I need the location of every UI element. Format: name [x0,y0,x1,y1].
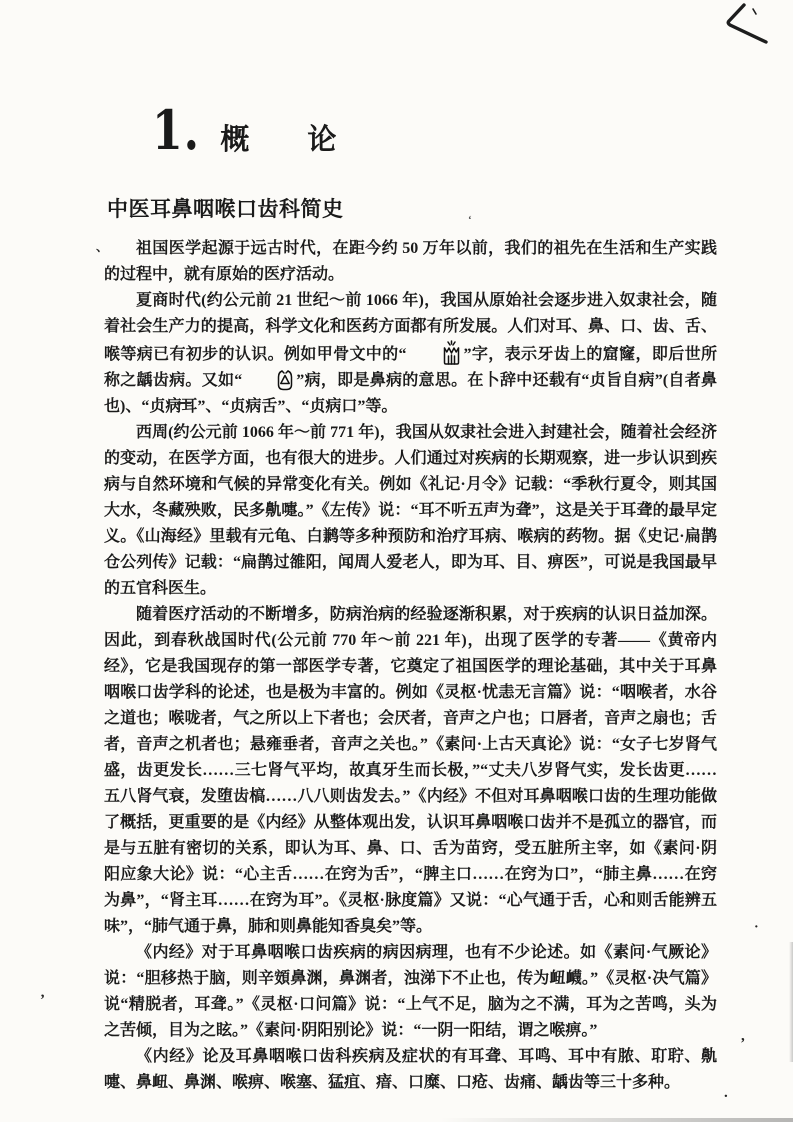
paragraph-western-zhou: 西周(约公元前 1066 年～前 771 年)，我国从奴隶社会进入封建社会，随着社会经济的变动，在医学方面，也有很大的进步。人们通过对疾病的长期观察，进一步认识到疾病与自然环境和气候的异常变化有关。例如《礼记·月令》记载：“季秋行夏令，则其国大水，冬藏殃败，民多鼽嚏。”《左传》说：“耳不听五声为聋”，这是关于耳聋的最早定义。《山海经》里载有元龟、白鹣等多种预防和治疗耳病、喉病的药物。据《史记·扁鹊仓公列传》记载：“扁鹊过雒阳，闻周人爱老人，即为耳、目、痹医”，可说是我国最早的五官科医生。 [104,424,717,597]
chapter-number: 1. [152,98,200,162]
scan-artifact-tick: 、 [96,240,109,254]
scan-edge-shadow-bottom [440,1118,793,1122]
paragraph-text: ”病，即是鼻病的意思。在卜辞中还载有“贞旨自病”(自者鼻也)、“贞病耳”、“贞病舌”、“贞病口”等。 [104,372,717,415]
oracle-bone-nose-glyph-icon [244,368,294,392]
pen-stroke-mark-icon [700,2,775,52]
paragraph-neijing-pathology: 《内经》对于耳鼻咽喉口齿疾病的病因病理，也有不少论述。如《素问·气厥论》说：“胆移热于脑，则辛頞鼻渊，鼻渊者，浊涕下不止也，传为衄衊。”《灵枢·决气篇》说“精脱者，耳聋。”《灵枢·口问篇》说：“上气不足，脑为之不满，耳为之苦鸣，头为之苦倾，目为之眩。”《素问·阴阳别论》说：“一阴一阳结，谓之喉痹。” [104,944,717,1039]
paragraph-text: 夏商时代(约公元前 21 世纪～前 1066 年)，我国从原始社会逐步进入奴隶社会，随着社会生产力的提高，科学文化和医药方面都有所发展。人们对耳、鼻、口、齿、舌、喉等病已有初步的认识。例如甲骨文中的“ [104,292,717,363]
paragraph-text: ”字，表示牙齿上的窟窿，即后世所称之龋齿病。又如“ [104,346,717,389]
scan-edge-shadow-right [789,942,793,1062]
body-text [104,236,717,1096]
scan-artifact-comma: , [741,1028,745,1044]
scan-artifact-period: . [724,1085,728,1101]
scan-artifact-apostrophe: ’ [40,992,45,1008]
paragraph-xia-shang-era [104,288,717,420]
paragraph-neijing-diseases-list: 《内经》论及耳鼻咽喉口齿科疾病及症状的有耳聋、耳鸣、耳中有脓、耵聍、鼽嚏、鼻衄、鼻渊、喉痹、喉塞、猛疽、瘖、口糜、口疮、齿痛、龋齿等三十多种。 [104,1048,717,1091]
chapter-title: 概 论 [220,124,337,156]
scan-artifact-heading-mark: ʻ [468,214,472,226]
paragraph-huangdi-neijing: 随着医疗活动的不断增多，防病治病的经验逐渐积累，对于疾病的认识日益加深。因此，到春秋战国时代(公元前 770 年～前 221 年)，出现了医学的专著——《黄帝内经》，它是我国现存的第一部医学专著，它奠定了祖国医学的理论基础，其中关于耳鼻咽喉口齿学科的论述，也是极为丰富的。例如《灵枢·忧恚无言篇》说：“咽喉者，水谷之道也；喉咙者，气之所以上下者也；会厌者，音声之户也；口唇者，音声之扇也；舌者，音声之机者也；悬雍垂者，音声之关也。”《素问·上古天真论》说：“女子七岁肾气盛，齿更发长……三七肾气平均，故真牙生而长极，”“丈夫八岁肾气实，发长齿更……五八肾气衰，发堕齿槁……八八则齿发去。”《内经》不但对耳鼻咽喉口齿的生理功能做了概括，更重要的是《内经》从整体观出发，认识耳鼻咽喉口齿并不是孤立的器官，而是与五脏有密切的关系，即认为耳、鼻、口、舌为苗窍，受五脏所主宰，如《素问·阴阳应象大论》说：“心主舌……在窍为舌”，“脾主口……在窍为口”，“肺主鼻……在窍为鼻”，“肾主耳……在窍为耳”。《灵枢·脉度篇》又说：“心气通于舌，心和则舌能辨五味”，“肺气通于鼻，肺和则鼻能知香臭矣”等。 [104,606,717,935]
stray-dash-mark [177,402,191,404]
chapter-heading [152,98,336,162]
paragraph-origin-of-medicine: 祖国医学起源于远古时代，在距今约 50 万年以前，我们的祖先在生活和生产实践的过程中，就有原始的医疗活动。 [104,240,717,283]
oracle-bone-tooth-glyph-icon [409,340,462,366]
scan-artifact-dot: · [754,920,759,935]
section-heading: 中医耳鼻咽喉口齿科简史 [107,198,344,221]
